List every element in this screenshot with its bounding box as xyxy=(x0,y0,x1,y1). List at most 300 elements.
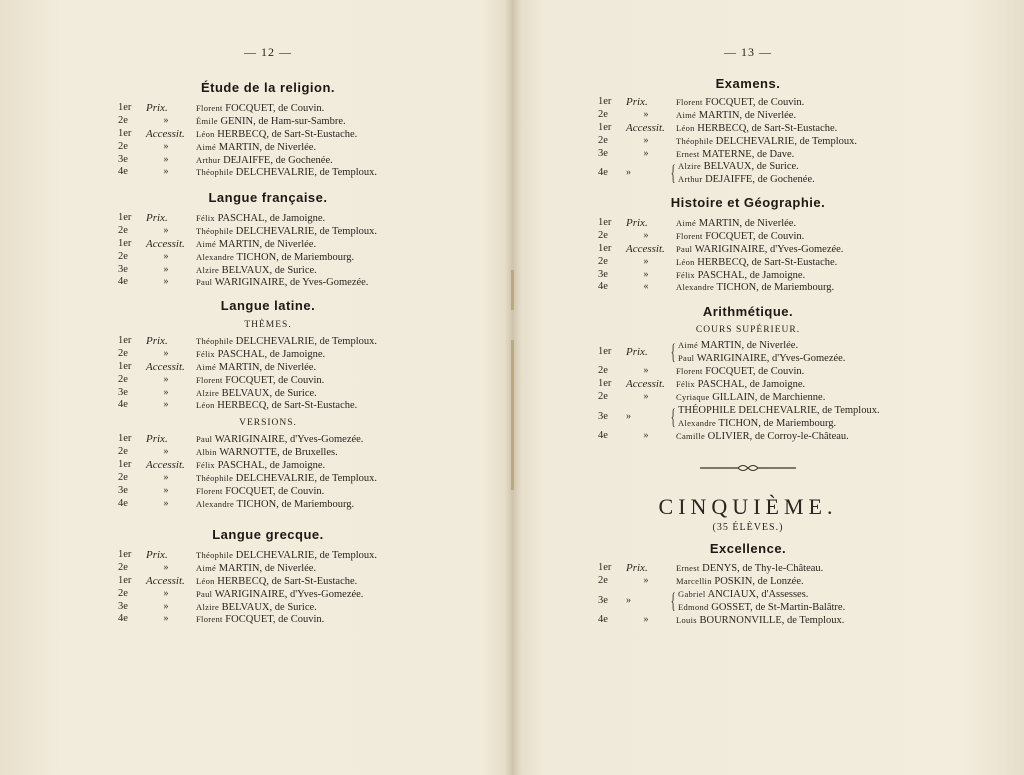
subsection-label: COURS SUPÉRIEUR. xyxy=(695,325,801,335)
rank-label: 4e xyxy=(598,281,608,293)
award-list xyxy=(118,549,418,626)
rank-label: 3e xyxy=(118,153,128,165)
last-name: PASCHAL xyxy=(217,348,265,360)
hometown: , de Mariembourg. xyxy=(758,417,837,429)
last-name: ANCIAUX xyxy=(707,588,757,600)
first-name: Florent xyxy=(676,230,703,241)
last-name: BELVAUX xyxy=(221,387,270,399)
hometown: , de Mariembourg. xyxy=(276,251,355,263)
winner-name xyxy=(196,361,316,374)
rank-label: 3e xyxy=(598,410,608,422)
award-list xyxy=(598,365,898,404)
award-kind: » xyxy=(163,263,169,275)
award-row xyxy=(118,212,418,225)
tied-names xyxy=(678,339,845,365)
hometown: , de Temploux. xyxy=(314,167,378,179)
award-row xyxy=(118,348,418,361)
award-kind: » xyxy=(643,574,649,586)
brace-icon: { xyxy=(670,587,676,613)
tied-name-row xyxy=(678,601,845,614)
award-row xyxy=(118,335,418,348)
page-number: — 13 — xyxy=(724,45,772,59)
winner-name xyxy=(196,335,377,348)
first-name: Félix xyxy=(196,213,215,223)
hometown: , de Temploux. xyxy=(794,135,858,147)
rank-label: 2e xyxy=(118,561,128,573)
first-name: Camille xyxy=(676,430,706,441)
award-kind: » xyxy=(643,134,649,146)
section-title: Examens. xyxy=(715,76,781,91)
rank-label: 1er xyxy=(598,242,612,254)
last-name: DEJAIFFE xyxy=(705,174,753,186)
hometown: , de Jamoigne. xyxy=(744,269,806,281)
hometown: , de Niverlée. xyxy=(739,218,797,229)
last-name: WARNOTTE xyxy=(219,447,278,459)
first-name: Cyriaque xyxy=(676,391,710,402)
tied-award-row xyxy=(598,339,898,365)
award-kind: » xyxy=(163,347,169,359)
first-name: Aimé xyxy=(196,562,217,573)
winner-name xyxy=(196,433,363,446)
last-name: HERBECQ xyxy=(697,256,747,268)
first-name: Théophile xyxy=(676,135,714,146)
award-kind: Accessit. xyxy=(146,574,185,587)
winner-name xyxy=(676,256,837,269)
award-kind: Accessit. xyxy=(626,242,665,255)
rank-label: 4e xyxy=(118,276,128,288)
award-row xyxy=(598,230,898,243)
winner-name xyxy=(678,417,836,430)
winner-name xyxy=(196,472,377,485)
award-row xyxy=(118,433,418,446)
award-kind: Prix. xyxy=(626,96,648,108)
award-kind: » xyxy=(163,446,169,458)
award-row xyxy=(118,387,418,400)
hometown: , d'Yves-Gomezée. xyxy=(284,588,364,600)
last-name: PASCHAL xyxy=(697,378,745,390)
first-name: Alzire xyxy=(196,601,220,612)
rank-label: 2e xyxy=(598,390,608,402)
first-name: Aimé xyxy=(678,340,699,350)
winner-name xyxy=(196,601,317,614)
winner-name xyxy=(196,446,338,459)
rank-label: 2e xyxy=(118,140,128,152)
winner-name xyxy=(196,238,316,251)
rank-label: 1er xyxy=(118,360,132,372)
winner-name xyxy=(196,485,324,498)
hometown: , de Lonzée. xyxy=(752,575,804,587)
award-kind: Accessit. xyxy=(626,121,665,134)
award-row xyxy=(118,485,418,498)
award-row xyxy=(118,446,418,459)
brace-icon: { xyxy=(670,339,676,364)
award-kind: » xyxy=(163,497,169,509)
first-name: Léon xyxy=(676,122,695,133)
hometown: , de Niverlée. xyxy=(741,340,799,351)
award-kind: » xyxy=(163,224,169,236)
tied-name-row xyxy=(678,404,880,417)
rank-label: 2e xyxy=(598,574,608,586)
award-kind: » xyxy=(643,147,649,159)
award-kind: » xyxy=(643,429,649,441)
hometown: , d'Yves-Gomezée. xyxy=(766,353,846,364)
award-row xyxy=(118,115,418,128)
hometown: , de Surice. xyxy=(269,601,317,613)
tied-name-row xyxy=(678,339,845,352)
winner-name xyxy=(676,281,834,294)
award-kind: » xyxy=(163,166,169,178)
first-name: Aimé xyxy=(676,218,697,228)
tied-names xyxy=(678,160,815,186)
award-row xyxy=(118,601,418,614)
hometown: , de Sart-St-Eustache. xyxy=(746,256,838,268)
rank-label: 3e xyxy=(118,600,128,612)
section-grecque xyxy=(118,527,418,626)
tied-name-row xyxy=(678,417,880,430)
hometown: , de Temploux. xyxy=(314,336,378,347)
award-kind: » xyxy=(163,373,169,385)
award-row xyxy=(118,238,418,251)
award-row xyxy=(598,575,898,588)
hometown: , de Couvin. xyxy=(272,103,325,114)
section-histoire xyxy=(598,195,898,294)
hometown: , de Temploux. xyxy=(314,473,378,485)
award-row xyxy=(598,122,898,135)
award-kind: » xyxy=(163,472,169,484)
winner-name xyxy=(676,148,794,161)
hometown: , de Temploux. xyxy=(314,225,378,237)
last-name: BOURNONVILLE xyxy=(699,614,782,626)
award-kind: » xyxy=(163,561,169,573)
award-kind: » xyxy=(643,613,649,625)
hometown: , de Niverlée. xyxy=(259,361,317,373)
first-name: Félix xyxy=(196,348,215,359)
hometown: , de Surice. xyxy=(751,161,799,173)
first-name: Florent xyxy=(676,97,703,107)
award-row xyxy=(118,154,418,167)
hometown: , de Sart-St-Eustache. xyxy=(266,128,358,140)
first-name: Alexandre xyxy=(196,498,235,509)
rank-label: 2e xyxy=(598,365,608,376)
left-page xyxy=(118,0,418,775)
hometown: , de Mariembourg. xyxy=(276,498,355,510)
first-name: Félix xyxy=(196,460,215,471)
tied-name-row xyxy=(678,173,815,186)
rank-label: 2e xyxy=(118,347,128,359)
hometown: , de Gochenée. xyxy=(270,154,333,166)
award-row xyxy=(598,109,898,122)
winner-name xyxy=(196,549,377,562)
last-name: OLIVIER xyxy=(707,430,750,442)
first-name: Théophile xyxy=(196,225,234,236)
award-list xyxy=(598,96,898,160)
rank-label: 2e xyxy=(118,446,128,458)
binding-thread xyxy=(511,340,514,490)
first-name: Arthur xyxy=(196,154,221,165)
winner-name xyxy=(678,352,845,365)
hometown: , de Sart-St-Eustache. xyxy=(266,575,358,587)
award-row xyxy=(118,459,418,472)
tied-award-row xyxy=(598,160,898,186)
first-name: Paul xyxy=(678,353,695,363)
last-name: HERBECQ xyxy=(697,122,747,134)
first-name: Florent xyxy=(676,366,703,376)
last-name: TICHON xyxy=(236,251,277,263)
last-name: THÉOPHILE DELCHEVALRIE xyxy=(678,404,817,416)
hometown: , de Corroy-le-Château. xyxy=(749,430,849,442)
last-name: DELCHEVALRIE xyxy=(235,167,315,179)
hometown: , de Sart-St-Eustache. xyxy=(266,400,358,412)
rank-label: 2e xyxy=(118,250,128,262)
award-row xyxy=(598,148,898,161)
rank-label: 4e xyxy=(598,429,608,441)
award-row xyxy=(118,128,418,141)
winner-name xyxy=(676,391,825,404)
hometown: , de Couvin. xyxy=(272,374,325,386)
section-title: Langue grecque. xyxy=(212,527,324,542)
hometown: , de Dave. xyxy=(751,148,795,160)
last-name: DELCHEVALRIE xyxy=(715,135,795,147)
last-name: DENYS xyxy=(702,563,738,574)
winner-name xyxy=(676,109,796,122)
award-kind: Prix. xyxy=(146,549,168,561)
award-row xyxy=(118,613,418,626)
award-kind: » xyxy=(626,410,631,422)
rank-label: 4e xyxy=(118,497,128,509)
award-row xyxy=(598,378,898,391)
section-title: Histoire et Géographie. xyxy=(670,195,826,210)
rank-label: 3e xyxy=(118,263,128,275)
rank-label: 1er xyxy=(118,433,132,445)
hometown: , de Couvin. xyxy=(272,614,325,626)
first-name: Alzire xyxy=(678,161,702,172)
winner-name xyxy=(196,154,333,167)
winner-name xyxy=(196,276,368,289)
award-row xyxy=(118,102,418,115)
rank-label: 1er xyxy=(118,127,132,139)
award-kind: « xyxy=(643,281,649,293)
last-name: TICHON xyxy=(718,417,759,429)
first-name: Louis xyxy=(676,614,697,625)
first-name: Aimé xyxy=(196,141,217,152)
first-name: Florent xyxy=(196,374,223,385)
rank-label: 2e xyxy=(598,108,608,120)
award-list xyxy=(118,212,418,289)
first-name: Alexandre xyxy=(678,417,717,428)
section-religion xyxy=(118,80,418,179)
last-name: MARTIN xyxy=(218,562,260,574)
section-francaise xyxy=(118,190,418,289)
subsection-label: THÈMES. xyxy=(244,320,292,330)
hometown: , de Thy-le-Château. xyxy=(737,563,824,574)
award-list xyxy=(118,433,418,510)
first-name: Alzire xyxy=(196,387,220,398)
award-row xyxy=(118,575,418,588)
hometown: , de Marchienne. xyxy=(754,391,826,403)
hometown: , de Yves-Gomezée. xyxy=(284,277,369,289)
last-name: GENIN xyxy=(220,115,254,127)
rank-label: 1er xyxy=(598,121,612,133)
last-name: MARTIN xyxy=(700,340,742,351)
last-name: DEJAIFFE xyxy=(223,154,271,166)
section-excellence xyxy=(598,541,898,627)
last-name: MARTIN xyxy=(218,361,260,373)
winner-name xyxy=(196,562,316,575)
winner-name xyxy=(676,135,857,148)
last-name: PASCHAL xyxy=(697,269,745,281)
first-name: Alexandre xyxy=(676,282,715,293)
hometown: , de Jamoigne. xyxy=(264,213,326,224)
award-kind: » xyxy=(626,167,631,179)
award-kind: » xyxy=(643,255,649,267)
award-list xyxy=(598,562,898,588)
last-name: TICHON xyxy=(716,282,757,294)
winner-name xyxy=(196,102,324,115)
winner-name xyxy=(196,588,363,601)
winner-name xyxy=(676,378,805,391)
award-row xyxy=(118,498,418,511)
brace-icon: { xyxy=(670,403,676,429)
winner-name xyxy=(676,269,805,282)
last-name: WARIGINAIRE xyxy=(214,588,285,600)
section-examens xyxy=(598,76,898,186)
award-row xyxy=(598,243,898,256)
hometown: , de Surice. xyxy=(269,264,317,276)
award-kind: Prix. xyxy=(626,346,648,358)
winner-name xyxy=(676,217,796,230)
brace-icon: { xyxy=(670,160,676,186)
winner-name xyxy=(196,264,317,277)
rank-label: 1er xyxy=(118,459,132,471)
winner-name xyxy=(196,225,377,238)
rank-label: 2e xyxy=(118,224,128,236)
award-kind: Accessit. xyxy=(146,360,185,373)
winner-name xyxy=(196,498,354,511)
last-name: HERBECQ xyxy=(217,128,267,140)
award-row xyxy=(598,365,898,378)
award-kind: » xyxy=(163,613,169,625)
hometown: , de Ham-sur-Sambre. xyxy=(253,115,346,127)
hometown: , de Gochenée. xyxy=(752,174,815,186)
rank-label: 1er xyxy=(118,102,132,113)
last-name: PASCHAL xyxy=(217,213,265,224)
winner-name xyxy=(676,230,804,243)
rank-label: 1er xyxy=(598,96,612,107)
first-name: Théophile xyxy=(196,336,234,346)
last-name: WARIGINAIRE xyxy=(696,353,767,364)
rank-label: 3e xyxy=(118,386,128,398)
winner-name xyxy=(196,348,325,361)
last-name: BELVAUX xyxy=(221,264,270,276)
last-name: MARTIN xyxy=(218,141,260,153)
rank-label: 3e xyxy=(598,594,608,606)
tied-award-row xyxy=(598,588,898,614)
award-kind: Prix. xyxy=(146,335,168,347)
award-kind: Accessit. xyxy=(146,459,185,472)
hometown: , de Bruxelles. xyxy=(277,447,338,459)
rank-label: 1er xyxy=(118,212,132,223)
award-list xyxy=(118,335,418,412)
award-row xyxy=(118,251,418,264)
hometown: , de Niverlée. xyxy=(259,562,317,574)
last-name: POSKIN xyxy=(714,575,753,587)
first-name: Aimé xyxy=(196,238,217,249)
award-row xyxy=(118,562,418,575)
first-name: Albin xyxy=(196,447,217,458)
rank-label: 3e xyxy=(118,484,128,496)
award-kind: » xyxy=(643,365,649,376)
class-title: CINQUIÈME. xyxy=(658,494,838,519)
first-name: Léon xyxy=(196,400,215,411)
winner-name xyxy=(676,122,837,135)
rank-label: 2e xyxy=(118,114,128,126)
first-name: Émile xyxy=(196,115,218,126)
tied-names xyxy=(678,404,880,430)
section-arithmetique xyxy=(598,304,898,443)
first-name: Léon xyxy=(196,575,215,586)
award-row xyxy=(598,96,898,109)
rank-label: 1er xyxy=(118,335,132,346)
first-name: Léon xyxy=(196,128,215,139)
award-row xyxy=(118,399,418,412)
first-name: Félix xyxy=(676,378,695,389)
award-kind: » xyxy=(626,594,631,606)
first-name: Marcellin xyxy=(676,575,712,586)
hometown: , de Mariembourg. xyxy=(756,282,835,294)
last-name: MATERNE xyxy=(702,148,752,160)
award-row xyxy=(118,472,418,485)
last-name: DELCHEVALRIE xyxy=(235,473,315,485)
award-kind: » xyxy=(163,250,169,262)
winner-name xyxy=(196,613,324,626)
first-name: Ernest xyxy=(676,148,700,159)
right-page xyxy=(598,0,898,775)
award-list xyxy=(598,430,898,443)
last-name: MARTIN xyxy=(698,218,740,229)
winner-name xyxy=(196,575,357,588)
rank-label: 1er xyxy=(598,346,612,357)
section-latine xyxy=(118,298,418,511)
rank-label: 2e xyxy=(598,255,608,267)
award-kind: » xyxy=(163,484,169,496)
first-name: Aimé xyxy=(196,361,217,372)
last-name: HERBECQ xyxy=(217,575,267,587)
winner-name xyxy=(196,141,316,154)
first-name: Arthur xyxy=(678,174,703,185)
ornament-divider xyxy=(698,463,798,473)
award-row xyxy=(118,225,418,238)
award-row xyxy=(118,588,418,601)
first-name: Paul xyxy=(196,277,213,288)
hometown: , d'Yves-Gomezée. xyxy=(764,243,844,255)
section-title: Langue latine. xyxy=(220,298,316,313)
winner-name xyxy=(196,251,354,264)
subsection-label: VERSIONS. xyxy=(239,418,297,429)
rank-label: 1er xyxy=(598,377,612,389)
award-kind: Prix. xyxy=(146,102,168,114)
hometown: , de Jamoigne. xyxy=(744,378,806,390)
last-name: FOCQUET xyxy=(705,230,753,242)
award-kind: » xyxy=(163,587,169,599)
winner-name xyxy=(676,430,849,443)
first-name: Théophile xyxy=(196,473,234,484)
hometown: , de Surice. xyxy=(269,387,317,399)
first-name: Florent xyxy=(196,614,223,625)
winner-name xyxy=(676,575,804,588)
winner-name xyxy=(678,160,799,173)
hometown: , de Couvin. xyxy=(272,485,325,497)
rank-label: 4e xyxy=(598,613,608,625)
